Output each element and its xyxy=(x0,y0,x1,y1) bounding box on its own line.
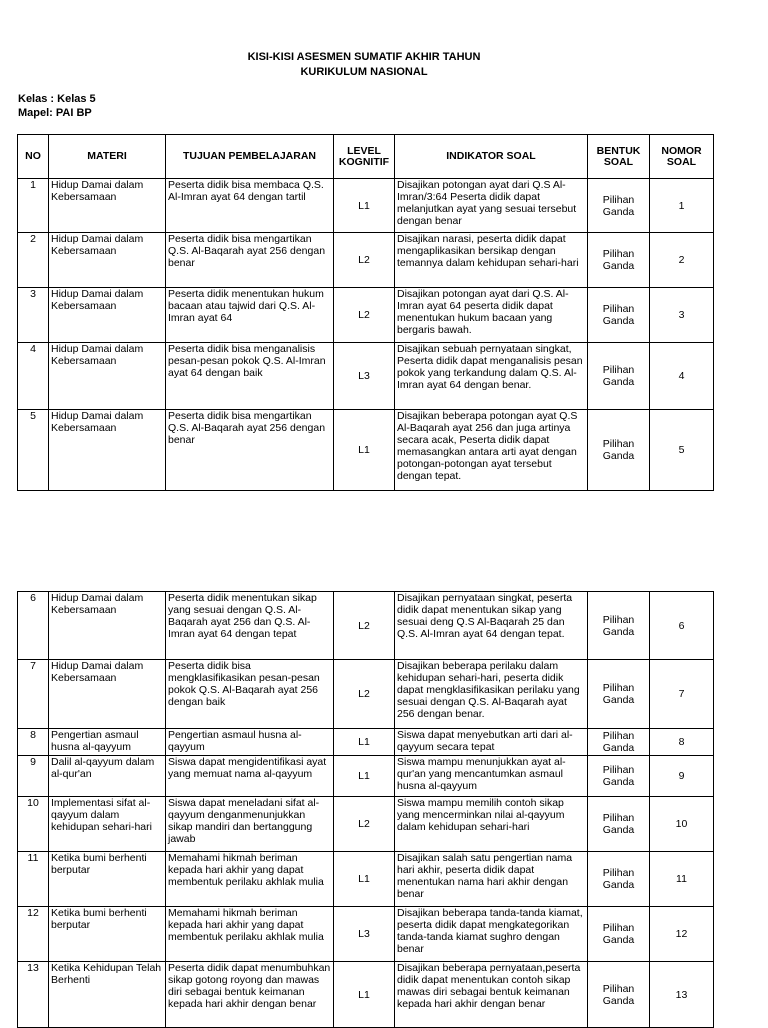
cell-nomor: 10 xyxy=(650,797,714,852)
cell-tujuan: Peserta didik bisa mengklasifikasikan pesan-pesan pokok Q.S. Al-Baqarah ayat 256 dengan baik xyxy=(166,660,334,729)
cell-no: 4 xyxy=(18,343,49,410)
cell-bentuk-line1: Pilihan xyxy=(602,438,635,450)
header-bentuk xyxy=(588,135,650,179)
cell-no: 11 xyxy=(18,852,49,907)
cell-level: L2 xyxy=(334,660,395,729)
cell-no: 1 xyxy=(18,179,49,233)
header-level-line1: LEVEL xyxy=(347,144,381,157)
cell-indikator: Disajikan salah satu pengertian nama hari akhir, peserta didik dapat menentukan nama hari akhir dengan benar xyxy=(395,852,588,907)
cell-materi: Dalil al-qayyum dalam al-qur'an xyxy=(49,756,166,797)
cell-tujuan: Peserta didik bisa mengartikan Q.S. Al-Baqarah ayat 256 dengan benar xyxy=(166,233,334,288)
cell-tujuan: Peserta didik bisa mengartikan Q.S. Al-Baqarah ayat 256 dengan benar xyxy=(166,410,334,491)
cell-tujuan: Peserta didik bisa membaca Q.S. Al-Imran ayat 64 dengan tartil xyxy=(166,179,334,233)
cell-nomor: 9 xyxy=(650,756,714,797)
cell-tujuan: Memahami hikmah beriman kepada hari akhir yang dapat membentuk perilaku akhlak mulia xyxy=(166,852,334,907)
cell-no: 13 xyxy=(18,962,49,1028)
mapel-label: Mapel: PAI BP xyxy=(18,107,92,119)
cell-bentuk xyxy=(588,233,650,288)
cell-bentuk-line1: Pilihan xyxy=(602,812,635,824)
cell-tujuan: Memahami hikmah beriman kepada hari akhir yang dapat membentuk perilaku akhlak mulia xyxy=(166,907,334,962)
cell-level: L1 xyxy=(334,852,395,907)
cell-materi: Hidup Damai dalam Kebersamaan xyxy=(49,233,166,288)
cell-bentuk-line1: Pilihan xyxy=(602,364,635,376)
cell-bentuk-line2: Ganda xyxy=(602,205,635,218)
table-row xyxy=(18,288,714,343)
cell-bentuk-line2: Ganda xyxy=(602,742,635,754)
cell-bentuk-line2: Ganda xyxy=(602,315,635,327)
cell-bentuk-line1: Pilihan xyxy=(602,248,635,260)
cell-bentuk-line2: Ganda xyxy=(602,824,635,836)
header-no: NO xyxy=(18,135,49,179)
cell-bentuk-line2: Ganda xyxy=(602,450,635,462)
cell-nomor: 5 xyxy=(650,410,714,491)
cell-bentuk-line2: Ganda xyxy=(602,694,635,706)
cell-bentuk xyxy=(588,962,650,1028)
header-level-line2: KOGNITIF xyxy=(338,155,390,168)
cell-indikator: Disajikan beberapa perilaku dalam kehidupan sehari-hari, peserta didik dapat mengklasifikasikan perilaku yang sesuai dengan Q.S. Al-Baqarah ayat 256 dengan benar. xyxy=(395,660,588,729)
cell-indikator: Disajikan narasi, peserta didik dapat mengaplikasikan bersikap dengan temannya dalam kehidupan sehari-hari xyxy=(395,233,588,288)
cell-tujuan: Siswa dapat meneladani sifat al-qayyum denganmenunjukkan sikap mandiri dan bertanggung jawab xyxy=(166,797,334,852)
cell-nomor: 3 xyxy=(650,288,714,343)
cell-indikator: Disajikan beberapa potongan ayat Q.S Al-Baqarah ayat 256 dan juga artinya secara acak, Peserta didik dapat memasangkan antara arti ayat dengan potongan-potongan ayat tersebut dengan tepat. xyxy=(395,410,588,491)
table-row xyxy=(18,343,714,410)
header-nomor-line2: SOAL xyxy=(666,155,697,168)
cell-no: 9 xyxy=(18,756,49,797)
table-row xyxy=(18,907,714,962)
cell-bentuk-line2: Ganda xyxy=(602,994,635,1007)
cell-level: L1 xyxy=(334,179,395,233)
document-title-line1: KISI-KISI ASESMEN SUMATIF AKHIR TAHUN xyxy=(247,51,481,63)
cell-nomor: 7 xyxy=(650,660,714,729)
cell-bentuk-line2: Ganda xyxy=(602,260,635,272)
cell-indikator: Disajikan potongan ayat dari Q.S Al-Imran/3:64 Peserta didik dapat melanjutkan ayat yang sesuai tersebut dengan benar xyxy=(395,179,588,233)
header-bentuk-line1: BENTUK xyxy=(596,144,641,157)
cell-indikator: Siswa mampu menunjukkan ayat al-qur'an yang mencantumkan asmaul husna al-qayyum xyxy=(395,756,588,797)
kelas-label: Kelas : Kelas 5 xyxy=(18,93,96,105)
cell-bentuk-line1: Pilihan xyxy=(602,303,635,315)
cell-bentuk-line1: Pilihan xyxy=(602,867,635,879)
cell-nomor: 1 xyxy=(650,179,714,233)
cell-bentuk-line2: Ganda xyxy=(602,934,635,946)
table-row xyxy=(18,233,714,288)
cell-nomor: 4 xyxy=(650,343,714,410)
cell-bentuk xyxy=(588,756,650,797)
cell-materi: Hidup Damai dalam Kebersamaan xyxy=(49,592,166,660)
cell-tujuan: Pengertian asmaul husna al-qayyum xyxy=(166,729,334,756)
cell-level: L3 xyxy=(334,343,395,410)
cell-bentuk xyxy=(588,729,650,756)
cell-bentuk-line2: Ganda xyxy=(602,376,635,388)
cell-no: 12 xyxy=(18,907,49,962)
cell-materi: Pengertian asmaul husna al-qayyum xyxy=(49,729,166,756)
cell-level: L1 xyxy=(334,756,395,797)
cell-indikator: Disajikan beberapa tanda-tanda kiamat, peserta didik dapat mengkategorikan tanda-tanda kiamat sughro dengan benar xyxy=(395,907,588,962)
cell-bentuk-line1: Pilihan xyxy=(602,682,635,694)
cell-no: 7 xyxy=(18,660,49,729)
cell-bentuk-line1: Pilihan xyxy=(602,764,635,776)
cell-level: L2 xyxy=(334,797,395,852)
cell-level: L2 xyxy=(334,592,395,660)
cell-bentuk xyxy=(588,592,650,660)
cell-no: 10 xyxy=(18,797,49,852)
cell-no: 3 xyxy=(18,288,49,343)
table-row xyxy=(18,660,714,729)
cell-bentuk-line2: Ganda xyxy=(602,776,635,788)
cell-materi: Hidup Damai dalam Kebersamaan xyxy=(49,343,166,410)
cell-level: L2 xyxy=(334,233,395,288)
cell-no: 8 xyxy=(18,729,49,756)
cell-bentuk-line2: Ganda xyxy=(602,625,635,638)
cell-nomor: 6 xyxy=(650,592,714,660)
cell-bentuk xyxy=(588,179,650,233)
header-level xyxy=(334,135,395,179)
header-nomor-line1: NOMOR xyxy=(661,144,702,157)
cell-level: L1 xyxy=(334,410,395,491)
cell-nomor: 11 xyxy=(650,852,714,907)
cell-indikator: Disajikan sebuah pernyataan singkat, Peserta didik dapat menganalisis pesan pokok yang terkandung dalam Q.S. Al-Imran ayat 64 dengan benar. xyxy=(395,343,588,410)
cell-tujuan: Siswa dapat mengidentifikasi ayat yang memuat nama al-qayyum xyxy=(166,756,334,797)
cell-indikator: Siswa dapat menyebutkan arti dari al-qayyum secara tepat xyxy=(395,729,588,756)
cell-level: L1 xyxy=(334,729,395,756)
table-row xyxy=(18,852,714,907)
cell-no: 2 xyxy=(18,233,49,288)
header-materi: MATERI xyxy=(49,135,166,179)
cell-materi: Ketika bumi berhenti berputar xyxy=(49,852,166,907)
cell-bentuk xyxy=(588,288,650,343)
cell-materi: Hidup Damai dalam Kebersamaan xyxy=(49,410,166,491)
cell-bentuk xyxy=(588,797,650,852)
cell-materi: Hidup Damai dalam Kebersamaan xyxy=(49,179,166,233)
cell-materi: Ketika Kehidupan Telah Berhenti xyxy=(49,962,166,1028)
cell-nomor: 12 xyxy=(650,907,714,962)
cell-bentuk xyxy=(588,343,650,410)
table-row xyxy=(18,756,714,797)
cell-bentuk xyxy=(588,907,650,962)
table-row xyxy=(18,729,714,756)
cell-level: L3 xyxy=(334,907,395,962)
table-row xyxy=(18,797,714,852)
header-tujuan: TUJUAN PEMBELAJARAN xyxy=(166,135,334,179)
cell-bentuk-line1: Pilihan xyxy=(602,193,635,206)
table-row xyxy=(18,592,714,660)
cell-materi: Ketika bumi berhenti berputar xyxy=(49,907,166,962)
table-header-row xyxy=(18,135,714,179)
cell-level: L2 xyxy=(334,288,395,343)
cell-no: 5 xyxy=(18,410,49,491)
cell-level: L1 xyxy=(334,962,395,1028)
document-title-line2: KURIKULUM NASIONAL xyxy=(300,66,428,78)
table-row xyxy=(18,962,714,1028)
cell-indikator: Disajikan potongan ayat dari Q.S. Al-Imran ayat 64 peserta didik dapat menentukan hukum bacaan yang bergaris bawah. xyxy=(395,288,588,343)
cell-nomor: 8 xyxy=(650,729,714,756)
cell-bentuk-line1: Pilihan xyxy=(602,613,635,626)
cell-materi: Implementasi sifat al-qayyum dalam kehidupan sehari-hari xyxy=(49,797,166,852)
header-bentuk-line2: SOAL xyxy=(603,155,634,168)
kisi-kisi-table-page1 xyxy=(17,134,714,491)
cell-nomor: 2 xyxy=(650,233,714,288)
header-indikator: INDIKATOR SOAL xyxy=(395,135,588,179)
cell-bentuk-line2: Ganda xyxy=(602,879,635,891)
cell-indikator: Siswa mampu memilih contoh sikap yang mencerminkan nilai al-qayyum dalam kehidupan sehari-hari xyxy=(395,797,588,852)
cell-bentuk-line1: Pilihan xyxy=(602,922,635,934)
cell-tujuan: Peserta didik bisa menganalisis pesan-pesan pokok Q.S. Al-Imran ayat 64 dengan baik xyxy=(166,343,334,410)
table-row xyxy=(18,410,714,491)
cell-bentuk-line1: Pilihan xyxy=(602,982,635,995)
cell-tujuan: Peserta didik menentukan hukum bacaan atau tajwid dari Q.S. Al-Imran ayat 64 xyxy=(166,288,334,343)
cell-indikator: Disajikan beberapa pernyataan,peserta didik dapat menentukan contoh sikap mawas diri sebagai bentuk keimanan kepada hari akhir dengan benar xyxy=(395,962,588,1028)
kisi-kisi-table-page2 xyxy=(17,591,714,1028)
cell-tujuan: Peserta didik dapat menumbuhkan sikap gotong royong dan mawas diri sebagai bentuk keimanan kepada hari akhir dengan benar xyxy=(166,962,334,1028)
cell-bentuk-line1: Pilihan xyxy=(602,730,635,742)
cell-bentuk xyxy=(588,410,650,491)
cell-no: 6 xyxy=(18,592,49,660)
cell-tujuan: Peserta didik menentukan sikap yang sesuai dengan Q.S. Al-Baqarah ayat 256 dan Q.S. Al-Imran ayat 64 dengan tepat xyxy=(166,592,334,660)
cell-indikator: Disajikan pernyataan singkat, peserta didik dapat menentukan sikap yang sesuai deng Q.S Al-Baqarah 25 dan Q.S. Al-Imran ayat 64 dengan tepat. xyxy=(395,592,588,660)
cell-bentuk xyxy=(588,852,650,907)
header-nomor xyxy=(650,135,714,179)
table-row xyxy=(18,179,714,233)
cell-materi: Hidup Damai dalam Kebersamaan xyxy=(49,660,166,729)
cell-materi: Hidup Damai dalam Kebersamaan xyxy=(49,288,166,343)
cell-bentuk xyxy=(588,660,650,729)
cell-nomor: 13 xyxy=(650,962,714,1028)
